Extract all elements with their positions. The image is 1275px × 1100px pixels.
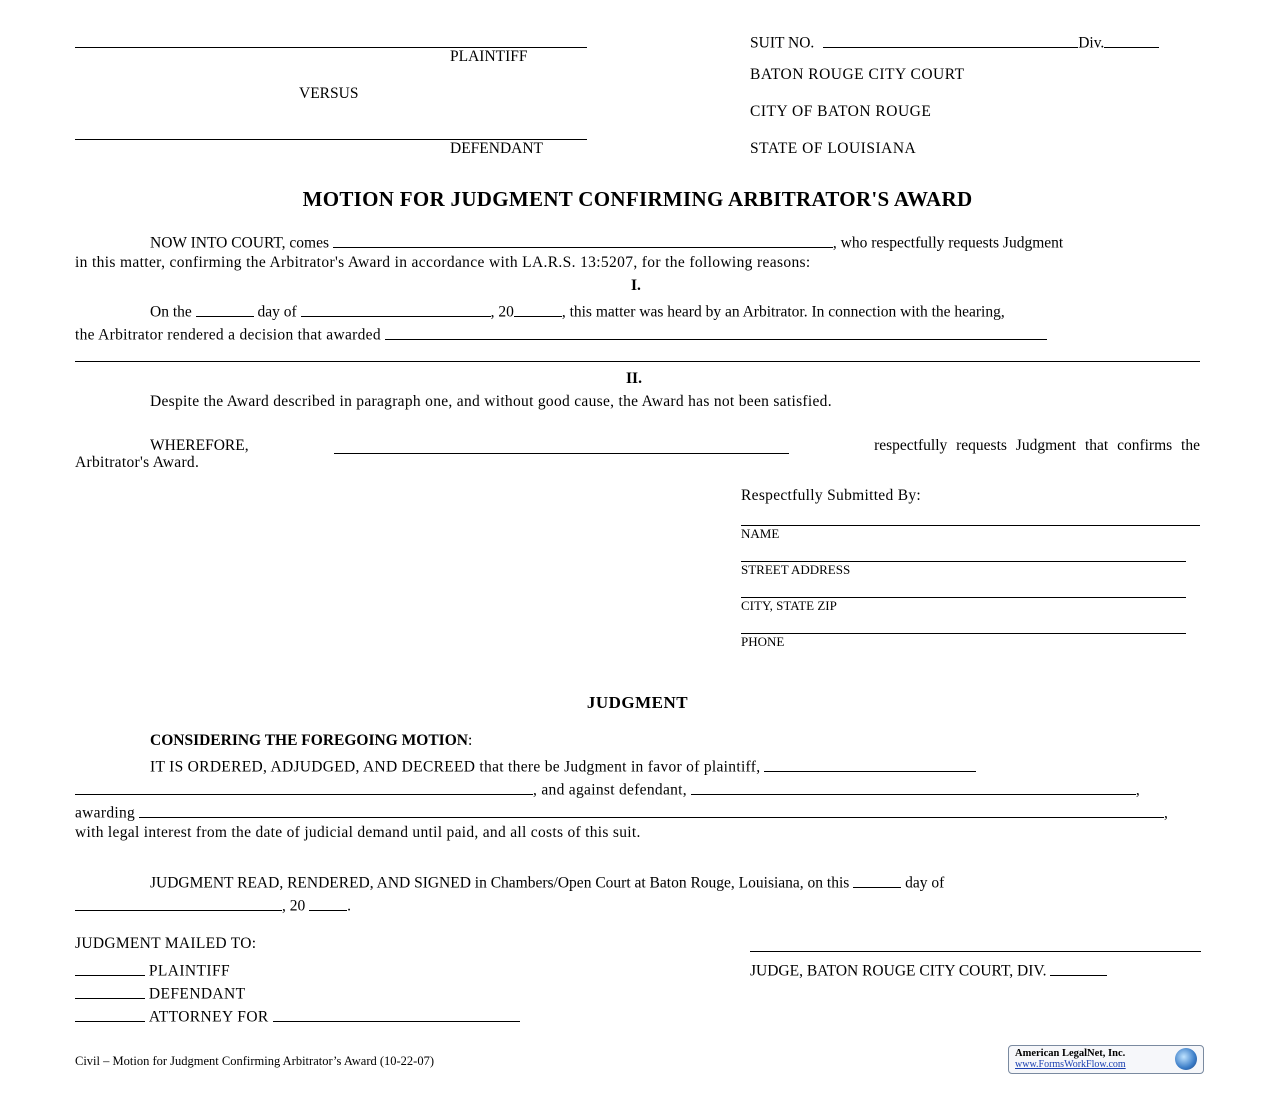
intro-line-1	[150, 231, 1063, 253]
phone-label: PHONE	[741, 634, 785, 649]
court-name: BATON ROUGE CITY COURT	[750, 66, 965, 83]
signed-period: .	[347, 897, 351, 915]
day-of-text: day of	[257, 303, 297, 321]
hearing-month-field[interactable]	[301, 300, 491, 317]
section-1-line-2	[75, 323, 1047, 345]
section-2-numeral: II.	[626, 370, 642, 387]
movant-name-field[interactable]	[333, 231, 833, 248]
on-the-text: On the	[150, 303, 192, 321]
against-comma: ,	[1135, 781, 1140, 799]
judge-signature-line[interactable]	[750, 951, 1201, 952]
read-rendered-text: JUDGMENT READ, RENDERED, AND SIGNED in Chambers/Open Court at Baton Rouge, Louisiana, on this	[150, 874, 850, 892]
wherefore-name-field[interactable]	[334, 437, 789, 454]
street-address-label: STREET ADDRESS	[741, 562, 851, 577]
court-state: STATE OF LOUISIANA	[750, 140, 917, 157]
suit-number-row	[750, 31, 1159, 53]
form-id-footer: Civil – Motion for Judgment Confirming Arbitrator’s Award (10-22-07)	[75, 1054, 435, 1068]
mailed-defendant-checkbox[interactable]	[75, 982, 145, 999]
section-1-line-1	[150, 300, 1005, 322]
section-2-text: Despite the Award described in paragraph one, and without good cause, the Award has not been satisfied.	[150, 393, 832, 410]
mailed-plaintiff-checkbox[interactable]	[75, 959, 145, 976]
signed-year-field[interactable]	[309, 894, 347, 911]
div-label: Div.	[1078, 34, 1105, 52]
mailed-defendant-row	[75, 982, 245, 1004]
ordered-line	[150, 755, 976, 777]
hearing-day-field[interactable]	[196, 300, 254, 317]
judge-label-row	[750, 959, 1107, 981]
against-text: , and against defendant,	[533, 781, 687, 799]
award-description-line-2[interactable]	[75, 361, 1200, 362]
judge-label: JUDGE, BATON ROUGE CITY COURT, DIV.	[750, 962, 1047, 980]
plaintiff-favor-field[interactable]	[764, 755, 976, 772]
heard-text: , this matter was heard by an Arbitrator. In connection with the hearing,	[561, 303, 1005, 321]
awarding-text: awarding	[75, 804, 136, 822]
judge-division-field[interactable]	[1050, 959, 1107, 976]
signed-day-field[interactable]	[853, 871, 901, 888]
plaintiff-favor-field-cont[interactable]	[75, 778, 533, 795]
awarding-line	[75, 801, 1168, 823]
court-city: CITY OF BATON ROUGE	[750, 103, 932, 120]
mailed-attorney-checkbox[interactable]	[75, 1005, 145, 1022]
awarding-comma: ,	[1163, 804, 1168, 822]
american-legalnet-logo[interactable]	[1008, 1045, 1204, 1074]
mailed-attorney-row	[75, 1005, 520, 1027]
name-line[interactable]	[741, 525, 1200, 526]
intro-suffix: , who respectfully requests Judgment	[832, 234, 1064, 252]
wherefore-line-1	[150, 437, 1200, 455]
mailed-plaintiff-label: PLAINTIFF	[148, 962, 230, 980]
mailed-defendant-label: DEFENDANT	[148, 985, 246, 1003]
awarded-text: the Arbitrator rendered a decision that awarded	[75, 326, 381, 344]
phone-line[interactable]	[741, 633, 1186, 634]
logo-brand: American LegalNet, Inc.	[1015, 1048, 1126, 1059]
logo-url-link[interactable]: www.FormsWorkFlow.com	[1015, 1059, 1126, 1070]
wherefore-line-2: Arbitrator's Award.	[75, 454, 200, 471]
versus-label: VERSUS	[299, 85, 359, 102]
document-title: MOTION FOR JUDGMENT CONFIRMING ARBITRATOR'S AWARD	[302, 187, 973, 211]
attorney-for-field[interactable]	[273, 1005, 520, 1022]
considering-colon: :	[467, 732, 473, 749]
intro-prefix: NOW INTO COURT, comes	[150, 234, 330, 252]
city-state-zip-label: CITY, STATE ZIP	[741, 598, 837, 613]
signed-year-prefix: , 20	[282, 897, 306, 915]
considering-line	[150, 732, 472, 750]
signed-line	[150, 871, 944, 893]
signed-month-field[interactable]	[75, 894, 282, 911]
defendant-against-field[interactable]	[691, 778, 1136, 795]
signed-date-line	[75, 894, 351, 916]
mailed-plaintiff-row	[75, 959, 230, 981]
intro-line-2: in this matter, confirming the Arbitrator's Award in accordance with LA.R.S. 13:5207, for the following reasons:	[75, 254, 811, 271]
award-description-field[interactable]	[385, 323, 1047, 340]
suit-number-field[interactable]	[823, 31, 1078, 48]
signed-day-of-text: day of	[905, 874, 945, 892]
year-prefix-text: , 20	[490, 303, 514, 321]
submitted-by-heading: Respectfully Submitted By:	[741, 487, 922, 504]
awarding-field[interactable]	[139, 801, 1164, 818]
name-label: NAME	[741, 526, 780, 541]
defendant-label: DEFENDANT	[450, 140, 543, 157]
against-line	[75, 778, 1140, 800]
plaintiff-label: PLAINTIFF	[450, 48, 528, 65]
ordered-text: IT IS ORDERED, ADJUDGED, AND DECREED that there be Judgment in favor of plaintiff,	[150, 758, 761, 776]
suit-no-label: SUIT NO.	[750, 34, 815, 52]
section-1-numeral: I.	[631, 277, 641, 294]
wherefore-rest: respectfully requests Judgment that confirms the	[874, 437, 1200, 454]
judgment-heading: JUDGMENT	[586, 693, 689, 712]
mailed-to-heading: JUDGMENT MAILED TO:	[75, 935, 257, 952]
wherefore-word: WHEREFORE,	[150, 437, 249, 454]
considering-text: CONSIDERING THE FOREGOING MOTION	[150, 732, 468, 749]
hearing-year-field[interactable]	[514, 300, 562, 317]
division-field[interactable]	[1104, 31, 1159, 48]
globe-icon	[1175, 1048, 1197, 1070]
mailed-attorney-label: ATTORNEY FOR	[148, 1008, 269, 1026]
interest-text: with legal interest from the date of judicial demand until paid, and all costs of this suit.	[75, 824, 641, 841]
